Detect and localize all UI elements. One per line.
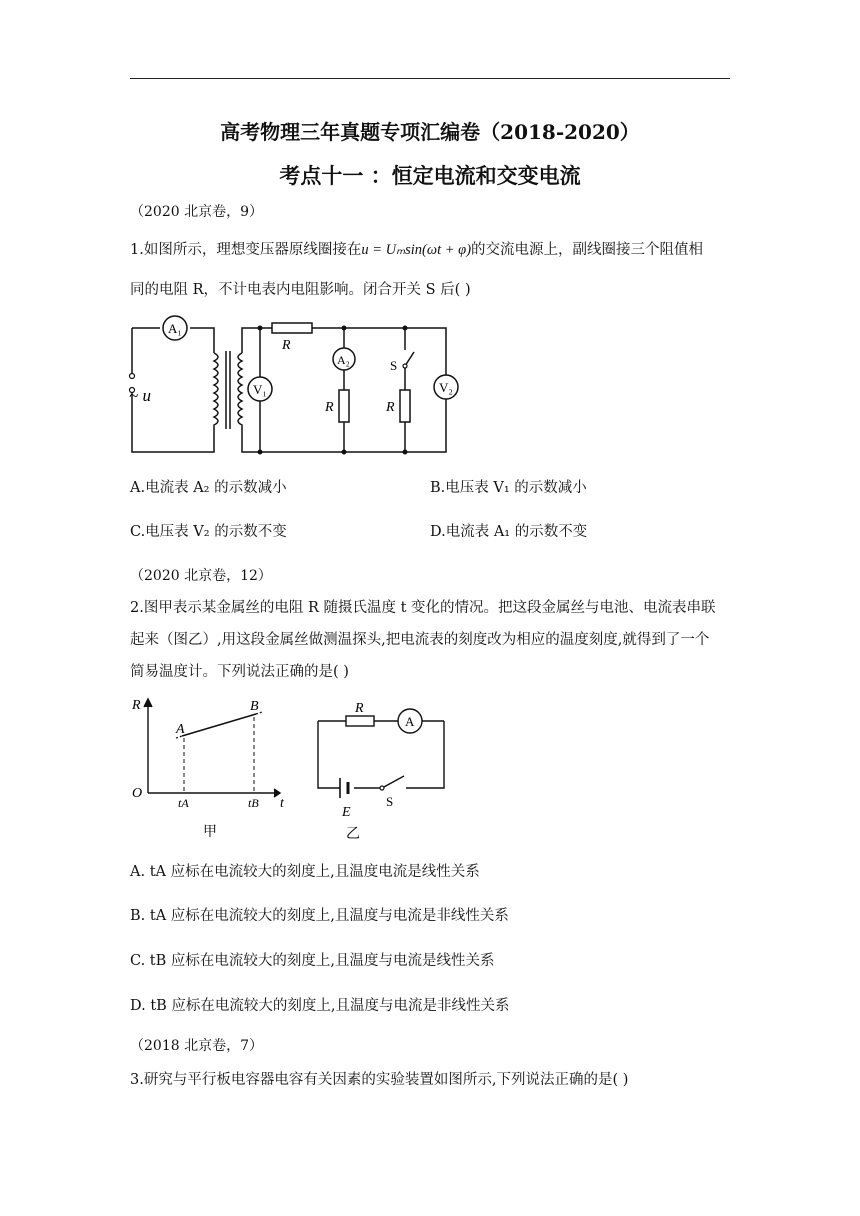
voltmeter-v2-label: V₂ [439, 380, 453, 395]
graph-point-b-label: B [250, 699, 259, 714]
q2-stem-line3: 简易温度计。下列说法正确的是( ) [130, 664, 349, 680]
q2-option-b[interactable]: B. tA 应标在电流较大的刻度上,且温度与电流是非线性关系 [130, 908, 509, 924]
q2-option-c[interactable]: C. tB 应标在电流较大的刻度上,且温度与电流是线性关系 [130, 953, 495, 969]
circuit-resistor-label: R [355, 701, 364, 716]
voltmeter-v1-label: V₁ [253, 382, 267, 397]
graph-caption: 甲 [203, 825, 217, 840]
graph-origin-label: O [132, 786, 143, 801]
q3-source: （2018 北京卷，7） [130, 1038, 263, 1054]
resistor-branch2-label: R [386, 400, 395, 415]
q2-option-d[interactable]: D. tB 应标在电流较大的刻度上,且温度与电流是非线性关系 [130, 998, 510, 1014]
q2-stem-line2: 起来（图乙）,用这段金属丝做测温探头,把电流表的刻度改为相应的温度刻度,就得到了一个 [130, 632, 710, 648]
resistor-top-label: R [282, 338, 291, 353]
ammeter-a1-label: A₁ [168, 321, 182, 336]
q2-circuit-figure [310, 700, 460, 845]
graph-tick-b-label: tB [248, 796, 259, 810]
q2-stem-line1: 2.图甲表示某金属丝的电阻 R 随摄氏温度 t 变化的情况。把这段金属丝与电池、电流表串联 [130, 600, 716, 616]
switch-pivot-icon [380, 786, 384, 790]
q3-stem: 3.研究与平行板电容器电容有关因素的实验装置如图所示,下列说法正确的是( ) [130, 1072, 629, 1088]
header-rule [130, 78, 730, 79]
graph-x-label: t [280, 796, 284, 811]
resistor-r-icon [346, 716, 374, 726]
circuit-switch-label: S [386, 794, 394, 809]
page-title: 高考物理三年真题专项汇编卷（2018-2020） [220, 120, 640, 144]
circuit-caption: 乙 [346, 827, 360, 842]
q1-option-c[interactable]: C.电压表 V₂ 的示数不变 [130, 524, 287, 540]
source-terminal-top-icon [130, 374, 135, 379]
switch-s-label: S [390, 358, 398, 373]
circuit-battery-label: E [342, 805, 351, 820]
q1-option-a[interactable]: A.电流表 A₂ 的示数减小 [130, 480, 287, 496]
graph-tick-a-label: tA [178, 796, 189, 810]
q1-source: （2020 北京卷，9） [130, 204, 263, 220]
ammeter-a2-label: A₂ [337, 353, 350, 367]
resistor-branch2-icon [400, 390, 410, 422]
page-subtitle: 考点十一 ：恒定电流和交变电流 [279, 163, 581, 188]
q1-option-b[interactable]: B.电压表 V₁ 的示数减小 [430, 480, 587, 496]
q1-stem-a: 1.如图所示，理想变压器原线圈接在 [130, 242, 362, 258]
junction-dots [258, 326, 408, 455]
resistor-top-icon [272, 323, 312, 333]
q2-source: （2020 北京卷，12） [130, 568, 272, 584]
q1-stem-line1 [130, 240, 703, 260]
switch-pivot-icon [403, 364, 407, 368]
circuit-ammeter-label: A [405, 714, 415, 729]
q1-option-d[interactable]: D.电流表 A₁ 的示数不变 [430, 524, 588, 540]
resistor-branch1-icon [339, 390, 349, 422]
graph-y-label: R [132, 698, 141, 713]
source-u-label: ~ u [129, 386, 151, 405]
q2-graph-figure [128, 695, 298, 845]
q1-stem-b: 的交流电源上，副线圈接三个阻值相 [471, 242, 704, 258]
resistor-branch1-label: R [325, 400, 334, 415]
q2-option-a[interactable]: A. tA 应标在电流较大的刻度上,且温度电流是线性关系 [130, 864, 480, 880]
graph-point-a-label: A [176, 722, 185, 737]
q1-formula: u = Uₘsin(ωt + φ) [361, 242, 472, 258]
q1-stem-line2: 同的电阻 R，不计电表内电阻影响。闭合开关 S 后( ) [130, 282, 471, 298]
q1-circuit-figure [128, 315, 468, 460]
